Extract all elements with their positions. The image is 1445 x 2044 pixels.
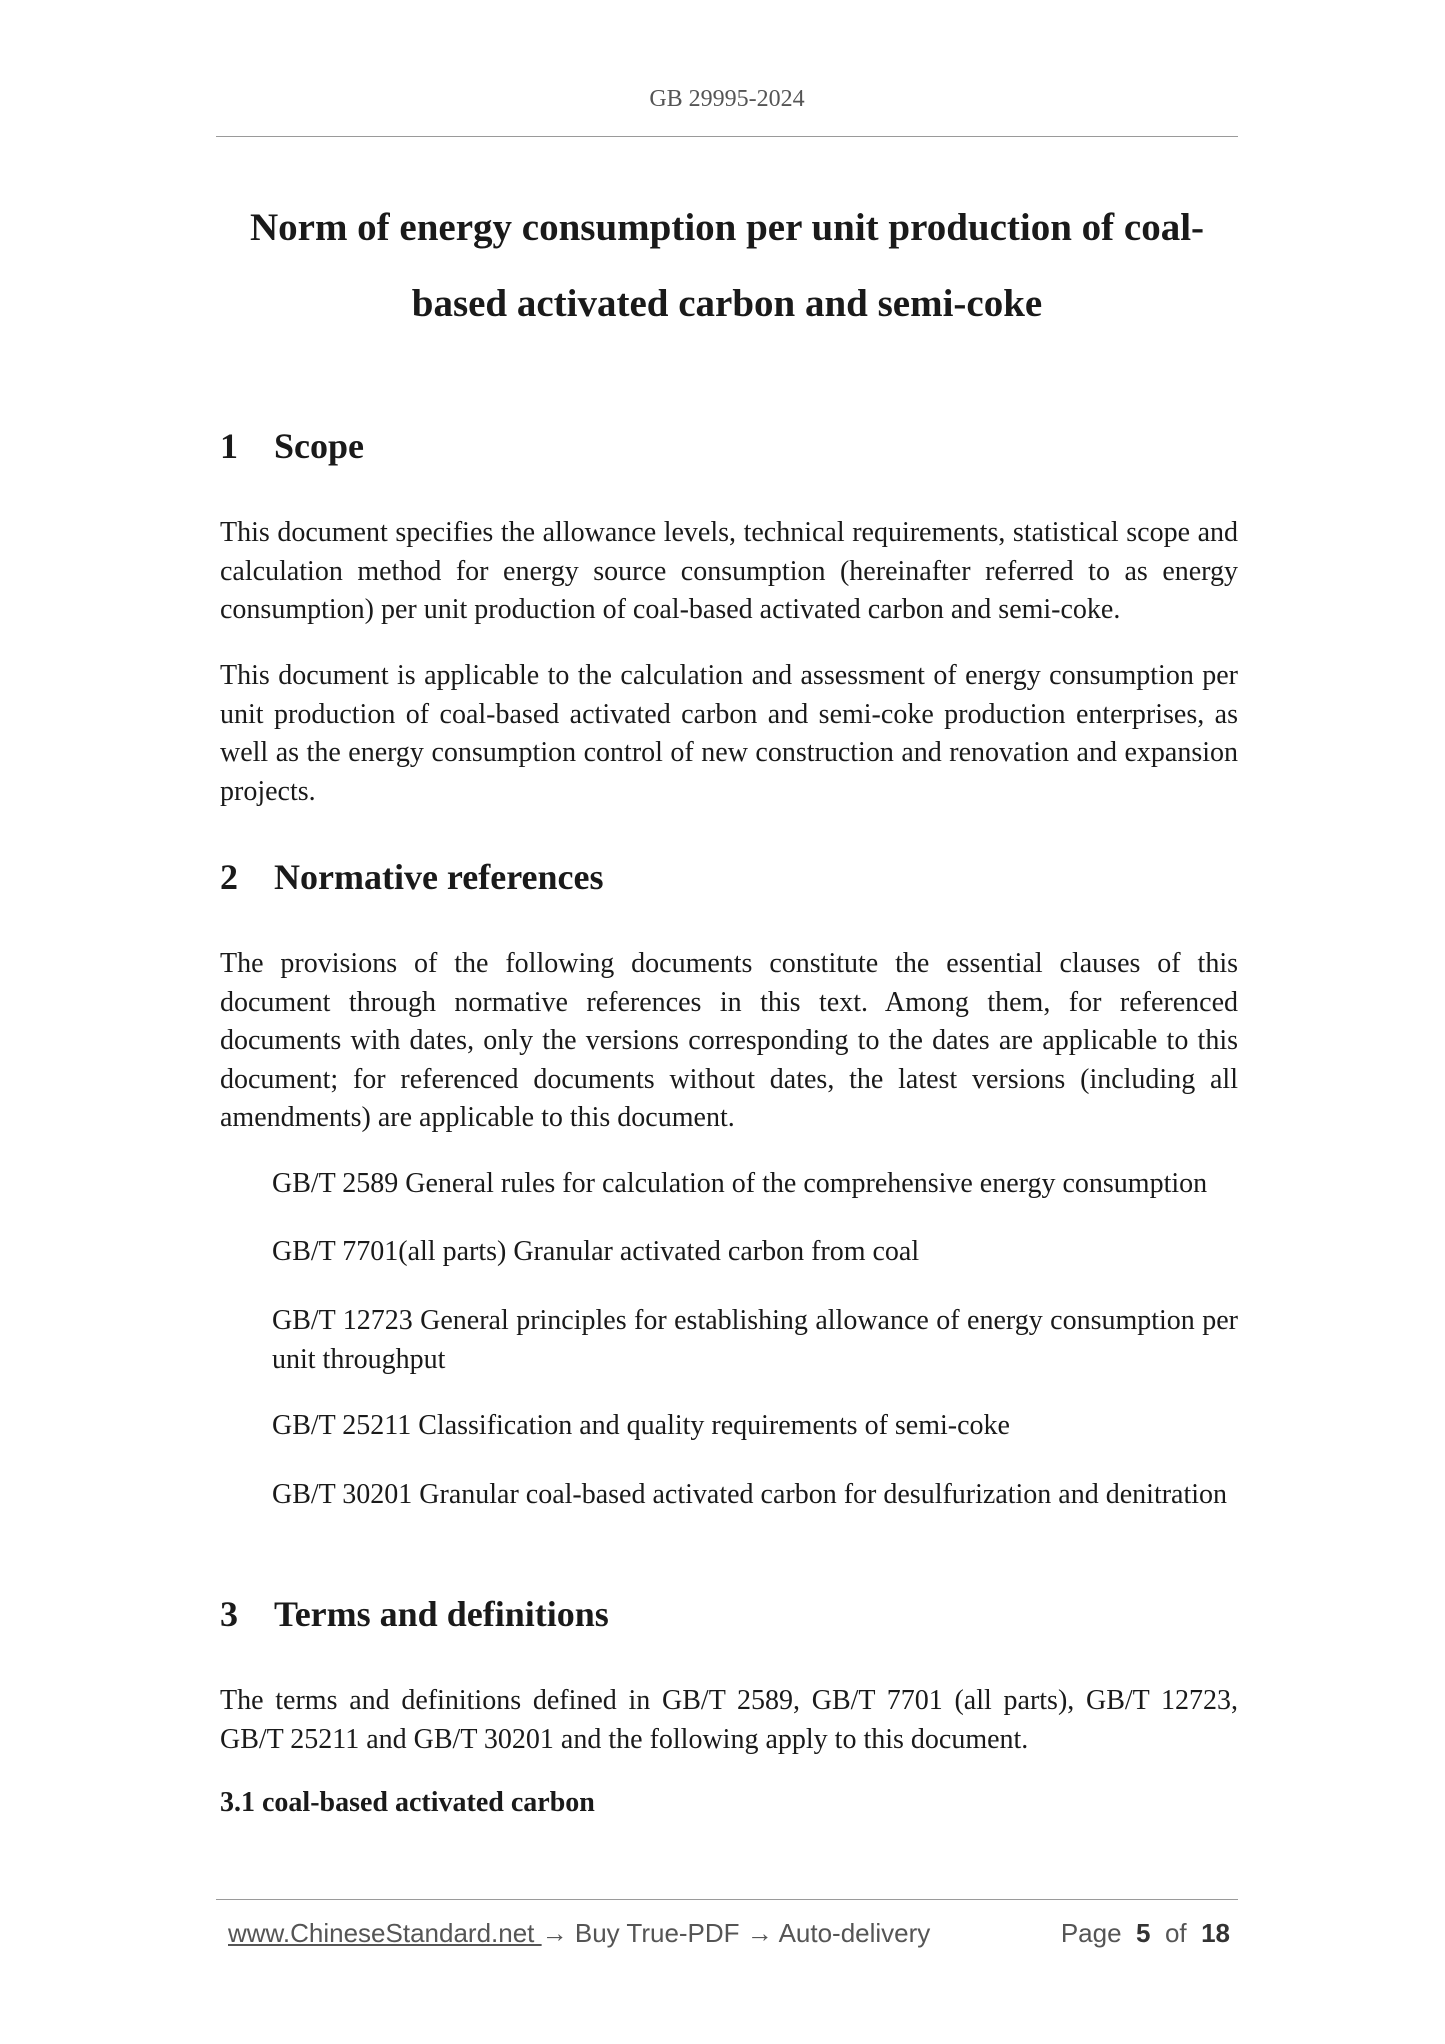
scope-paragraph-1: This document specifies the allowance levels, technical requirements, statistical scope and calculation method for energy source consumption (hereinafter referred to as energy consumption) per unit production of coal-based activated carbon and semi-coke.	[220, 517, 1238, 625]
section-number: 2	[220, 857, 238, 897]
of-label: of	[1164, 1918, 1187, 1948]
reference-item: GB/T 30201 Granular coal-based activated carbon for desulfurization and denitration	[272, 1479, 1228, 1510]
header-divider	[216, 136, 1238, 137]
page-footer	[228, 1918, 1230, 1954]
current-page-number: 5	[1136, 1918, 1151, 1948]
footer-divider	[216, 1899, 1238, 1900]
normative-intro-paragraph: The provisions of the following documents constitute the essential clauses of this document through normative references in this text. Among them, for referenced documents with dates, only the versions corresponding to the dates are applicable to this document; for referenced documents without dates, the latest versions (including all amendments) are applicable to this document.	[220, 948, 1238, 1133]
scope-paragraph-2: This document is applicable to the calculation and assessment of energy consumption per unit production of coal-based activated carbon and semi-coke production enterprises, as well as the energy consumption control of new construction and renovation and expansion projects.	[220, 660, 1238, 807]
reference-item: GB/T 12723 General principles for establishing allowance of energy consumption per unit throughput	[272, 1305, 1238, 1375]
footer-promo-text: → Buy True-PDF → Auto-delivery	[541, 1918, 931, 1948]
running-header: GB 29995-2024	[649, 86, 805, 112]
term-3-1-heading: 3.1 coal-based activated carbon	[220, 1787, 595, 1818]
section-1-heading	[220, 424, 364, 468]
section-number: 3	[220, 1594, 238, 1634]
total-pages: 18	[1201, 1918, 1230, 1948]
section-title: Normative references	[274, 857, 604, 897]
terms-paragraph: The terms and definitions defined in GB/T 2589, GB/T 7701 (all parts), GB/T 12723, GB/T 25211 and GB/T 30201 and the following apply to this document.	[220, 1685, 1238, 1755]
reference-item: GB/T 2589 General rules for calculation of the comprehensive energy consumption	[272, 1168, 1208, 1199]
document-title	[216, 190, 1238, 342]
footer-promo	[228, 1918, 930, 1949]
section-title: Terms and definitions	[274, 1594, 609, 1634]
reference-item: GB/T 7701(all parts) Granular activated carbon from coal	[272, 1236, 920, 1267]
title-line-2: based activated carbon and semi-coke	[411, 282, 1043, 325]
section-3-heading	[220, 1592, 609, 1636]
section-2-heading	[220, 855, 604, 899]
title-line-1: Norm of energy consumption per unit production of coal-	[249, 206, 1205, 249]
page-indicator	[1061, 1918, 1230, 1949]
website-link[interactable]: www.ChineseStandard.net	[228, 1918, 542, 1948]
reference-item: GB/T 25211 Classification and quality requirements of semi-coke	[272, 1410, 1010, 1441]
section-number: 1	[220, 426, 238, 466]
section-title: Scope	[274, 426, 364, 466]
page-label: Page	[1060, 1918, 1122, 1948]
